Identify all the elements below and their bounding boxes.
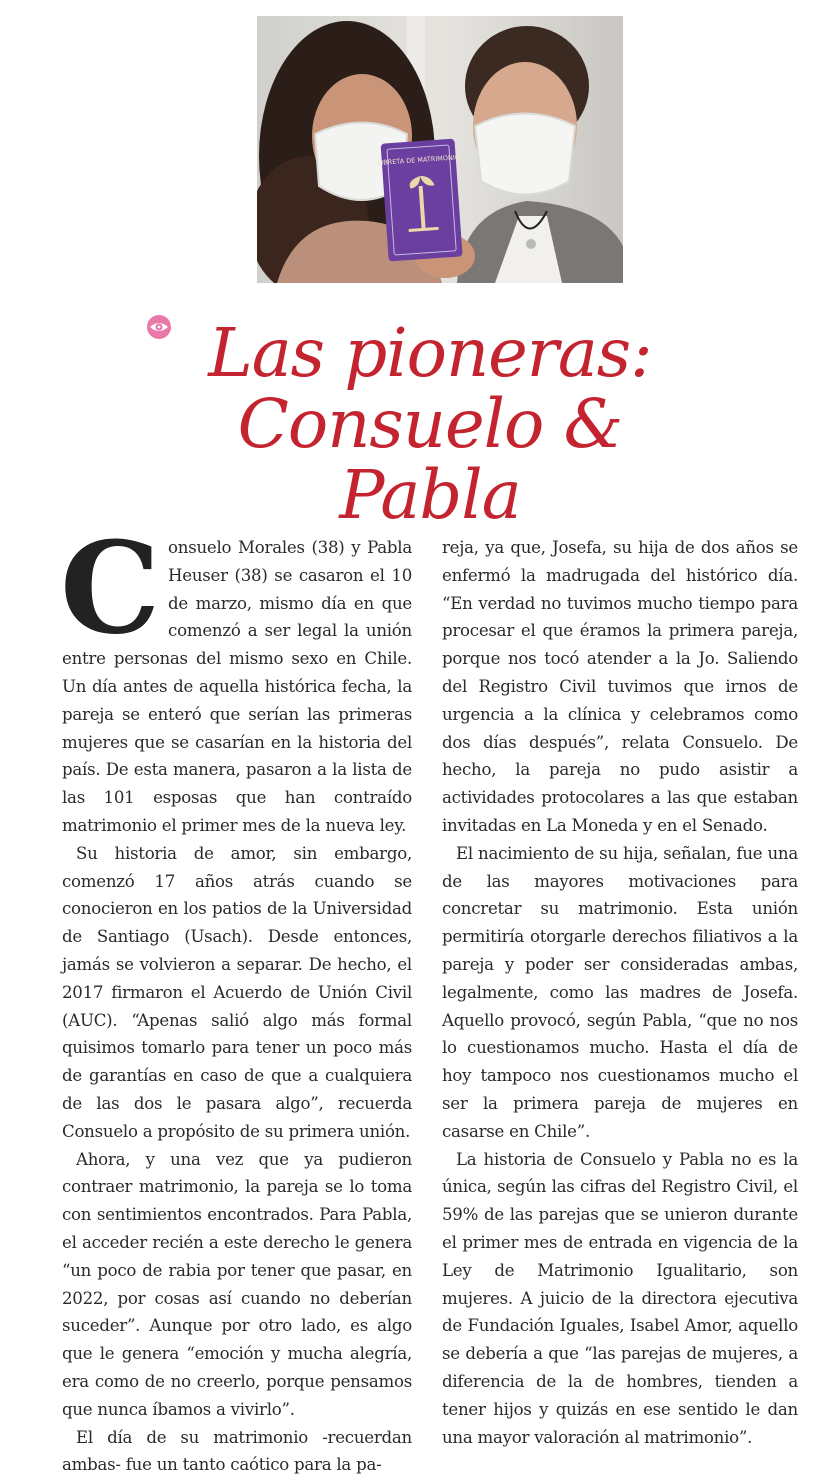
- article-paragraph: reja, ya que, Josefa, su hija de dos años se enfermó la madrugada del histórico día. “En verdad no tuvimos mucho tiempo para procesar el que éramos la primera pareja, porque nos tocó atender a la Jo. Saliendo del Registro Civil tuvimos que irnos de urgencia a la clínica y celebramos como dos días después”, relata Consuelo. De hecho, la pareja no pudo asistir a actividades protocolares a las que estaban invitadas en La Moneda y en el Senado.: [442, 534, 798, 840]
- headline: [140, 318, 720, 531]
- article-paragraph: Ahora, y una vez que ya pudieron contraer matrimonio, la pareja se lo toma con sentimientos encontrados. Para Pabla, el acceder recién a este derecho le genera “un poco de rabia por tener que pasar, en 2022, por cosas así cuando no deberían suceder”. Aunque por otro lado, es algo que le genera “emoción y mucha alegría, era como de no creerlo, porque pensamos que nunca íbamos a vivirlo”.: [62, 1146, 412, 1424]
- article-photo: [257, 16, 623, 283]
- headline-line-2: Consuelo & Pabla: [140, 389, 720, 531]
- article-column-right: [442, 534, 798, 1451]
- dropcap: C: [60, 540, 160, 636]
- article-column-left: [62, 534, 412, 1479]
- article-paragraph: El día de su matrimonio -recuerdan ambas- fue un tanto caótico para la pa-: [62, 1424, 412, 1479]
- photo-illustration: [257, 16, 623, 283]
- article-paragraph: Consuelo Morales (38) y Pabla Heuser (38) se casaron el 10 de marzo, mismo día en que comenzó a ser legal la unión entre personas del mismo sexo en Chile. Un día antes de aquella histórica fecha, la pareja se enteró que serían las primeras mujeres que se casarían en la historia del país. De esta manera, pasaron a la lista de las 101 esposas que han contraído matrimonio el primer mes de la nueva ley.: [62, 534, 412, 840]
- libreta-label: LIBRETA DE MATRIMONIO: [377, 153, 460, 167]
- article-paragraph: El nacimiento de su hija, señalan, fue una de las mayores motivaciones para concretar su matrimonio. Esta unión permitiría otorgarle derechos filiativos a la pareja y poder ser consideradas ambas, legalmente, como las madres de Josefa. Aquello provocó, según Pabla, “que no nos lo cuestionamos mucho. Hasta el día de hoy tampoco nos cuestionamos mucho el ser la primera pareja de mujeres en casarse en Chile”.: [442, 840, 798, 1146]
- article-paragraph: La historia de Consuelo y Pabla no es la única, según las cifras del Registro Civil, el 59% de las parejas que se unieron durante el primer mes de entrada en vigencia de la Ley de Matrimonio Igualitario, son mujeres. A juicio de la directora ejecutiva de Fundación Iguales, Isabel Amor, aquello se debería a que “las parejas de mujeres, a diferencia de la de hombres, tienden a tener hijos y quizás en ese sentido le dan una mayor valoración al matrimonio”.: [442, 1146, 798, 1452]
- article-paragraph: Su historia de amor, sin embargo, comenzó 17 años atrás cuando se conocieron en los patios de la Universidad de Santiago (Usach). Desde entonces, jamás se volvieron a separar. De hecho, el 2017 firmaron el Acuerdo de Unión Civil (AUC). “Apenas salió algo más formal quisimos tomarlo para tener un poco más de garantías en caso de que a cualquiera de las dos le pasara algo”, recuerda Consuelo a propósito de su primera unión.: [62, 840, 412, 1146]
- headline-line-1: Las pioneras:: [140, 318, 720, 389]
